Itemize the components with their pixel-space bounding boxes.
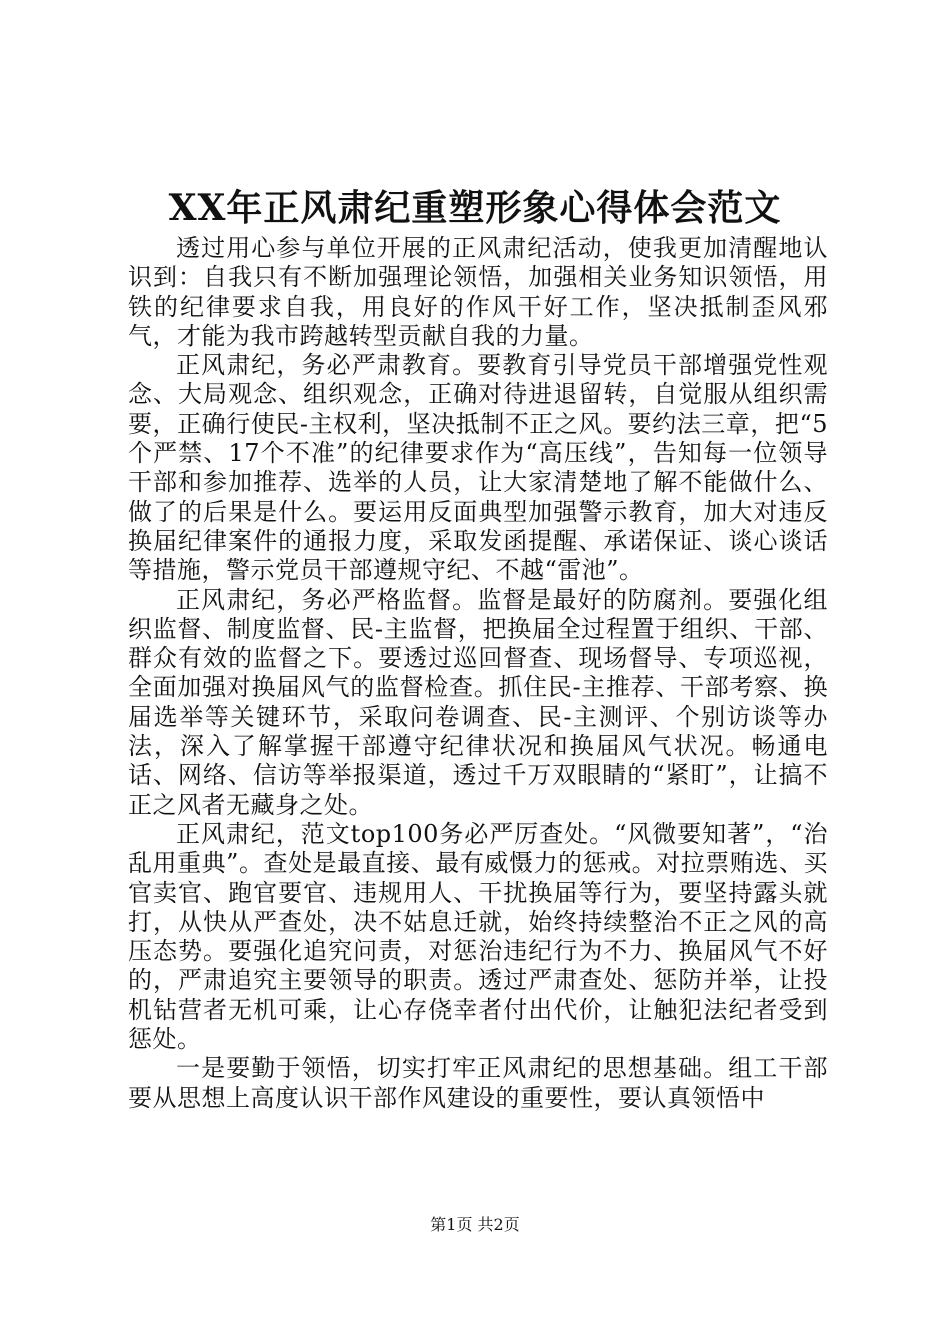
paragraph: 一是要勤于领悟，切实打牢正风肃纪的思想基础。组工干部要从思想上高度认识干部作风建设的重要性，要认真领悟中 [128,1054,828,1112]
paragraph: 正风肃纪，务必严格监督。监督是最好的防腐剂。要强化组织监督、制度监督、民-主监督，把换届全过程置于组织、干部、群众有效的监督之下。要透过巡回督查、现场督导、专项巡视，全面加强对换届风气的监督检查。抓住民-主推荐、干部考察、换届选举等关键环节，采取问卷调查、民-主测评、个别访谈等办法，深入了解掌握干部遵守纪律状况和换届风气状况。畅通电话、网络、信访等举报渠道，透过千万双眼睛的“紧盯”，让搞不正之风者无藏身之处。 [128,585,828,819]
document-title: XX年正风肃纪重塑形象心得体会范文 [168,187,782,229]
page-footer: 第1页 共2页 [430,1215,520,1234]
paragraph: 透过用心参与单位开展的正风肃纪活动，使我更加清醒地认识到：自我只有不断加强理论领悟，加强相关业务知识领悟，用铁的纪律要求自我，用良好的作风干好工作，坚决抵制歪风邪气，才能为我市跨越转型贡献自我的力量。 [128,234,828,350]
paragraph: 正风肃纪，务必严肃教育。要教育引导党员干部增强党性观念、大局观念、组织观念，正确对待进退留转，自觉服从组织需要，正确行使民-主权利，坚决抵制不正之风。要约法三章，把“5个严禁、17个不准”的纪律要求作为“高压线”，告知每一位领导干部和参加推荐、选举的人员，让大家清楚地了解不能做什么、做了的后果是什么。要运用反面典型加强警示教育，加大对违反换届纪律案件的通报力度，采取发函提醒、承诺保证、谈心谈话等措施，警示党员干部遵规守纪、不越“雷池”。 [128,351,828,585]
document-body [128,234,828,1113]
paragraph: 正风肃纪，范文top100务必严厉查处。“风微要知著”，“治乱用重典”。查处是最直接、最有威慑力的惩戒。对拉票贿选、买官卖官、跑官要官、违规用人、干扰换届等行为，要坚持露头就打，从快从严查处，决不姑息迁就，始终持续整治不正之风的高压态势。要强化追究问责，对惩治违纪行为不力、换届风气不好的，严肃追究主要领导的职责。透过严肃查处、惩防并举，让投机钻营者无机可乘，让心存侥幸者付出代价，让触犯法纪者受到惩处。 [128,819,828,1054]
